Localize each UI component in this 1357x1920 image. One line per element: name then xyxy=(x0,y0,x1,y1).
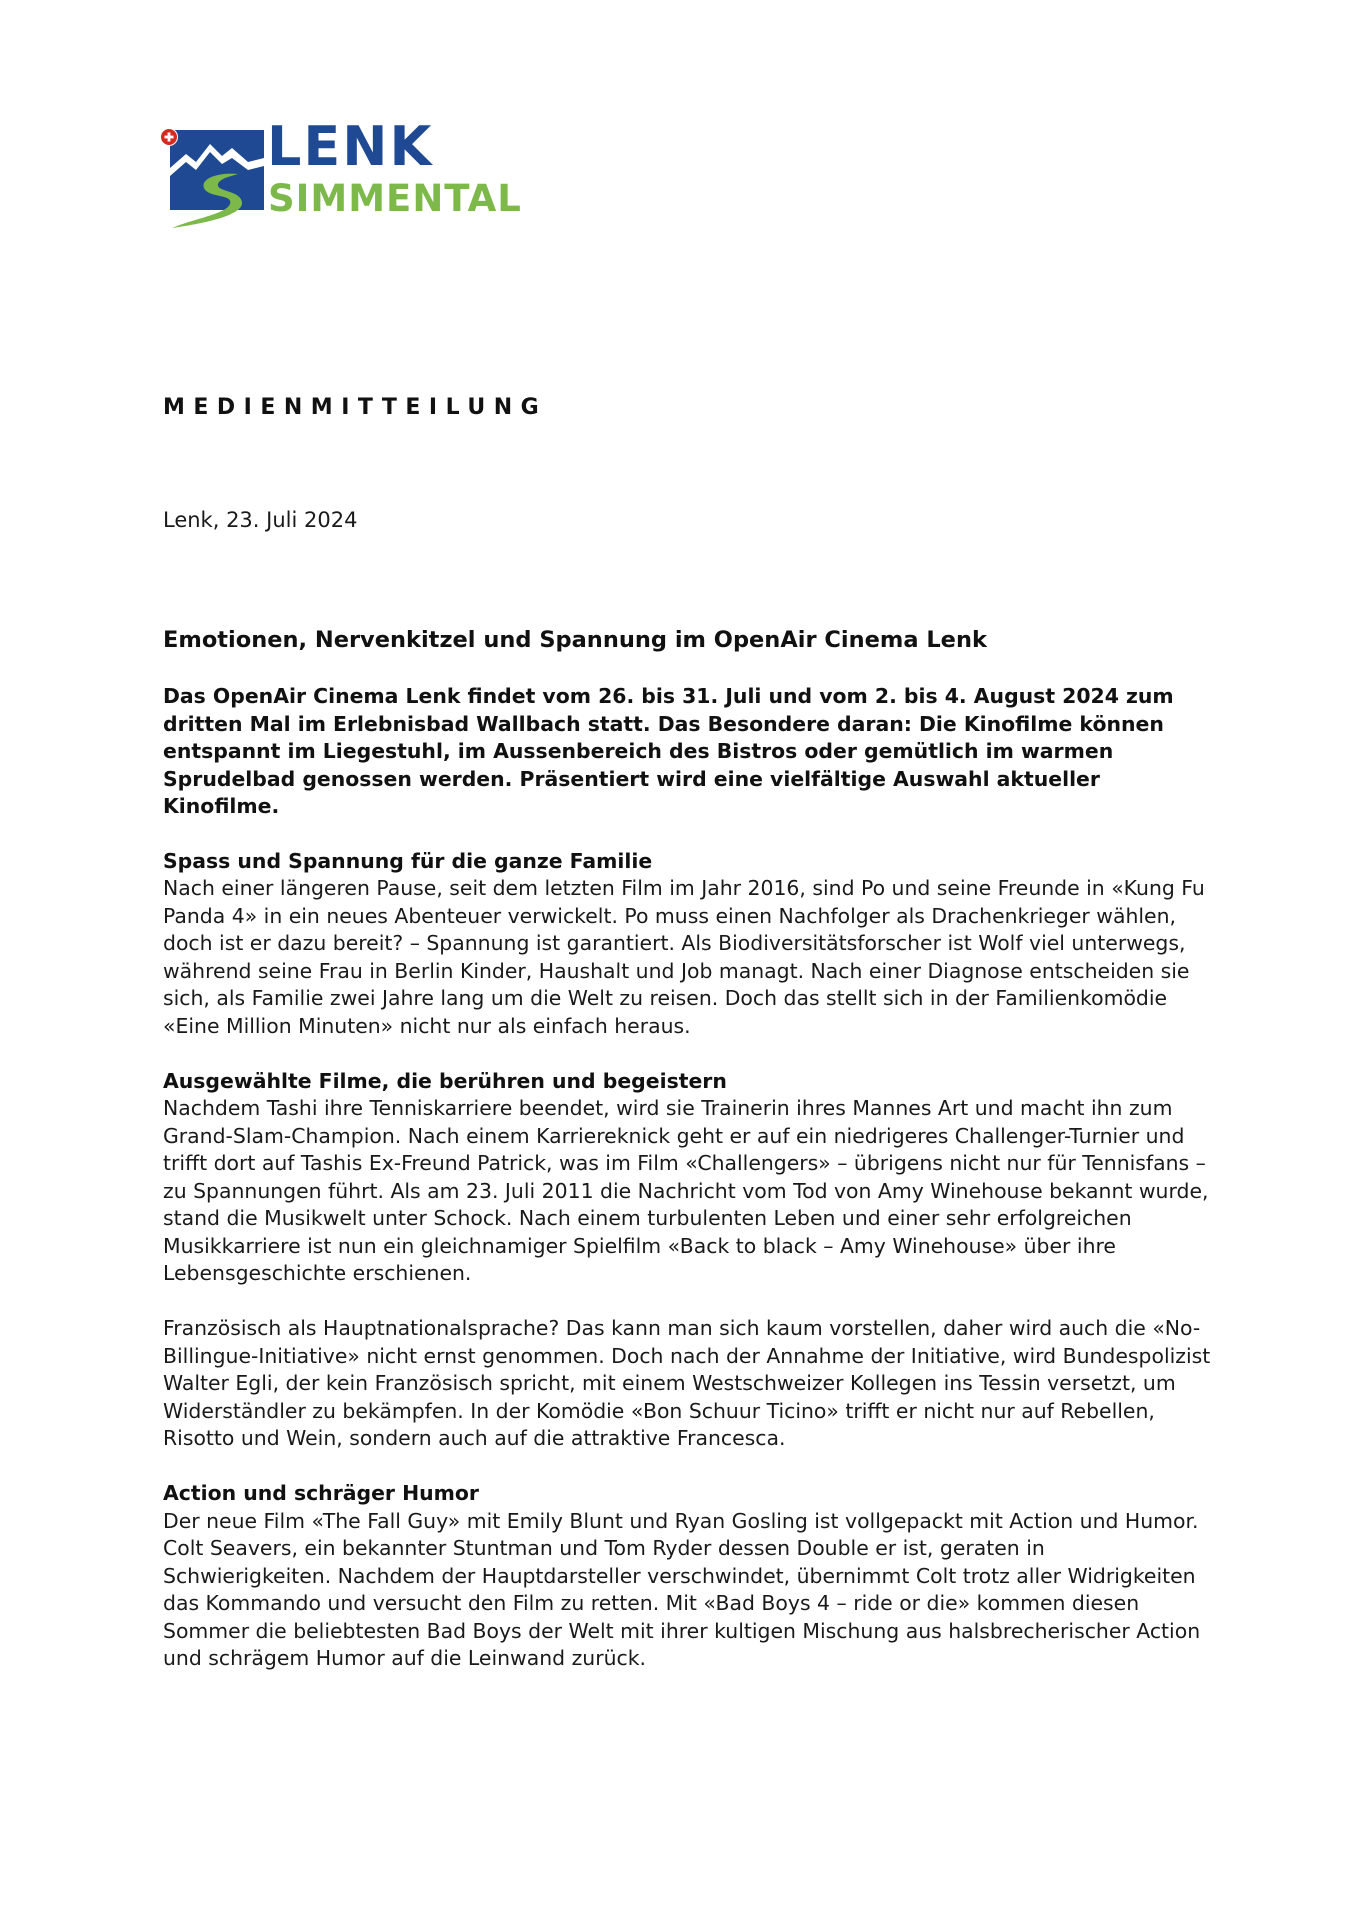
date-line: Lenk, 23. Juli 2024 xyxy=(163,508,358,532)
section-selected-films xyxy=(163,1068,1213,1453)
logo-text-simmental: SIMMENTAL xyxy=(268,177,522,220)
section-action-humor xyxy=(163,1480,1213,1673)
section-title: Action und schräger Humor xyxy=(163,1481,479,1505)
section-paragraph: Französisch als Hauptnationalsprache? Das kann man sich kaum vorstellen, daher wird auch die «No-Billingue-Initiative» nicht ernst genommen. Doch nach der Annahme der Initiative, wird Bundespolizist Walter Egli, der kein Französisch spricht, mit einem Westschweizer Kollegen ins Tessin versetzt, um Widerständler zu bekämpfen. In der Komödie «Bon Schuur Ticino» trifft er nicht nur auf Rebellen, Risotto und Wein, sondern auch auf die attraktive Francesca. xyxy=(163,1316,1211,1450)
section-paragraph: Nachdem Tashi ihre Tenniskarriere beendet, wird sie Trainerin ihres Mannes Art und macht ihn zum Grand-Slam-Champion. Nach einem Karriereknick geht er auf ein niedrigeres Challenger-Turnier und trifft dort auf Tashis Ex-Freund Patrick, was im Film «Challengers» – übrigens nicht nur für Tennisfans – zu Spannungen führt. Als am 23. Juli 2011 die Nachricht vom Tod von Amy Winehouse bekannt wurde, stand die Musikwelt unter Schock. Nach einem turbulenten Leben und einer sehr erfolgreichen Musikkarriere ist nun ein gleichnamiger Spielfilm «Back to black – Amy Winehouse» über ihre Lebensgeschichte erschienen. xyxy=(163,1096,1209,1285)
section-title: Spass und Spannung für die ganze Familie xyxy=(163,848,653,873)
section-title: Ausgewählte Filme, die berühren und begeistern xyxy=(163,1068,727,1093)
section-paragraph: Nach einer längeren Pause, seit dem letzten Film im Jahr 2016, sind Po und seine Freunde in «Kung Fu Panda 4» in ein neues Abenteuer verwickelt. Po muss einen Nachfolger als Drachenkrieger wählen, doch ist er dazu bereit? – Spannung ist garantiert. Als Biodiversitätsforscher ist Wolf viel unterwegs, während seine Frau in Berlin Kinder, Haushalt und Job managt. Nach einer Diagnose entscheiden sie sich, als Familie zwei Jahre lang um die Welt zu reisen. Doch das stellt sich in der Familienkomödie «Eine Million Minuten» nicht nur als einfach heraus. xyxy=(163,876,1205,1038)
lenk-simmental-logo xyxy=(160,115,540,232)
logo-mountain-emblem xyxy=(160,128,270,232)
section-family xyxy=(163,848,1213,1041)
section-paragraph: Der neue Film «The Fall Guy» mit Emily Blunt und Ryan Gosling ist vollgepackt mit Action und Humor. Colt Seavers, ein bekannter Stuntman und Tom Ryder dessen Double er ist, geraten in Schwierigkeiten. Nachdem der Hauptdarsteller verschwindet, übernimmt Colt trotz aller Widrigkeiten das Kommando und versucht den Film zu retten. Mit «Bad Boys 4 – ride or die» kommen diesen Sommer die beliebtesten Bad Boys der Welt mit ihrer kultigen Mischung aus halsbrecherischer Action und schrägem Humor auf die Leinwand zurück. xyxy=(163,1508,1201,1670)
lead-paragraph: Das OpenAir Cinema Lenk findet vom 26. bis 31. Juli und vom 2. bis 4. August 2024 zum dritten Mal im Erlebnisbad Wallbach statt. Das Besondere daran: Die Kinofilme können entspannt im Liegestuhl, im Aussenbereich des Bistros oder gemütlich im warmen Sprudelbad genossen werden. Präsentiert wird eine vielfältige Auswahl aktueller Kinofilme. xyxy=(163,684,1174,818)
document-type-label: MEDIENMITTEILUNG xyxy=(163,395,548,420)
headline: Emotionen, Nervenkitzel und Spannung im OpenAir Cinema Lenk xyxy=(163,627,987,653)
press-release-body xyxy=(163,624,1213,1700)
logo-text-lenk: LENK xyxy=(267,115,434,178)
